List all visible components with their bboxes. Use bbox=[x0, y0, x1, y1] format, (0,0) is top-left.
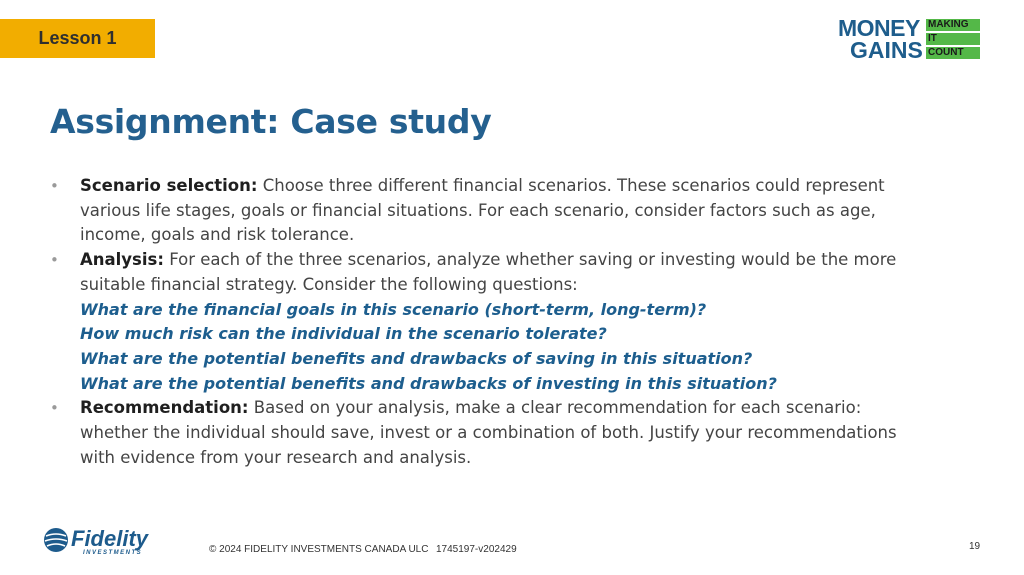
footer-copyright: © 2024 FIDELITY INVESTMENTS CANADA ULC bbox=[209, 544, 429, 555]
bullet-lead: Scenario selection: bbox=[80, 176, 258, 195]
footer-code: 1745197-v202429 bbox=[436, 544, 517, 555]
bullet-recommendation bbox=[50, 396, 920, 470]
fidelity-logo bbox=[43, 524, 178, 556]
bullet-dot: • bbox=[50, 251, 59, 270]
logo-word-money: MONEY bbox=[838, 15, 920, 41]
question-item: What are the potential benefits and drawbacks of saving in this situation? bbox=[80, 348, 753, 368]
fidelity-wordmark: Fidelity bbox=[71, 526, 149, 551]
bullet-dot: • bbox=[50, 399, 59, 418]
logo-bar-count: COUNT bbox=[926, 47, 980, 59]
question-item: What are the potential benefits and drawbacks of investing in this situation? bbox=[80, 373, 777, 393]
money-gains-logo bbox=[838, 17, 980, 61]
logo-bar-it: IT bbox=[926, 33, 980, 45]
logo-word-gains: GAINS bbox=[850, 37, 923, 63]
logo-bar-making: MAKING bbox=[926, 19, 980, 31]
page-number: 19 bbox=[969, 541, 981, 552]
bullet-lead: Recommendation: bbox=[80, 398, 249, 418]
bullet-text: For each of the three scenarios, analyze whether saving or investing would be the more suitable financial strategy. Consider the following questions: bbox=[80, 250, 897, 294]
fidelity-sub-wordmark: INVESTMENTS bbox=[83, 550, 143, 556]
bullet-scenario-selection bbox=[50, 174, 920, 248]
bullet-lead: Analysis: bbox=[80, 250, 164, 270]
question-item: How much risk can the individual in the scenario tolerate? bbox=[80, 324, 607, 344]
question-item: What are the financial goals in this scenario (short-term, long-term)? bbox=[80, 299, 707, 319]
slide-content bbox=[50, 174, 920, 470]
bullet-text: Based on your analysis, make a clear recommendation for each scenario: whether the individual should save, invest or a combination of both. Justify your recommendations with evidence from your research and analysis. bbox=[80, 398, 897, 467]
bullet-dot: • bbox=[50, 177, 59, 195]
lesson-tab-label: Lesson 1 bbox=[38, 28, 117, 48]
bullet-analysis bbox=[50, 248, 920, 297]
page-title: Assignment: Case study bbox=[50, 102, 492, 141]
lesson-tab bbox=[0, 19, 155, 58]
bullet-text: Choose three different financial scenarios. These scenarios could represent various life stages, goals or financial situations. For each scenario, consider factors such as age, income, goals and risk tolerance. bbox=[80, 176, 885, 245]
